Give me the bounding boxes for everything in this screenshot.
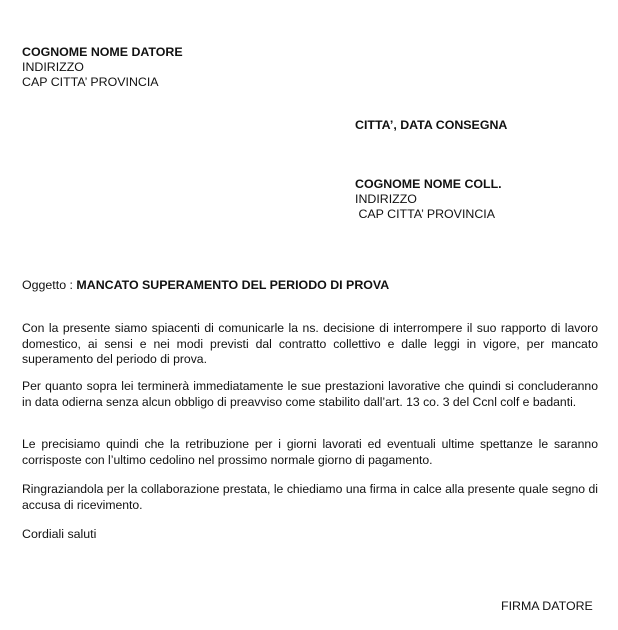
sender-block [22,45,183,90]
closing-salutation: Cordiali saluti [22,527,97,541]
paragraph-3: Le precisiamo quindi che la retribuzione per i giorni lavorati ed eventuali ultime spettanze le saranno corrisposte con l’ultimo cedolino nel prossimo normale giorno di pagamento. [22,437,598,467]
place-date: CITTA’, DATA CONSEGNA [355,118,508,132]
recipient-city: CAP CITTA’ PROVINCIA [355,207,495,221]
paragraph-4: Ringraziandola per la collaborazione prestata, le chiediamo una firma in calce alla presente quale segno di accusa di ricevimento. [22,482,598,512]
signature-label: FIRMA DATORE [501,599,593,613]
subject-line [22,278,389,293]
sender-city: CAP CITTA’ PROVINCIA [22,75,159,89]
subject-label: Oggetto : [22,278,77,292]
subject-text: MANCATO SUPERAMENTO DEL PERIODO DI PROVA [76,278,390,292]
sender-address: INDIRIZZO [22,60,84,74]
recipient-name: COGNOME NOME COLL. [355,177,502,191]
paragraph-2: Per quanto sopra lei terminerà immediatamente le sue prestazioni lavorative che quindi si concluderanno in data odierna senza alcun obbligo di preavviso come stabilito dall’art. 13 co. 3 del Ccnl colf e badanti. [22,379,598,409]
paragraph-1: Con la presente siamo spiacenti di comunicarle la ns. decisione di interrompere il suo rapporto di lavoro domestico, ai sensi e nei modi previsti dal contratto collettivo e dalle leggi in vigore, per mancato superamento del periodo di prova. [22,321,598,366]
recipient-address: INDIRIZZO [355,192,417,206]
recipient-block [355,177,502,222]
sender-name: COGNOME NOME DATORE [22,45,183,59]
